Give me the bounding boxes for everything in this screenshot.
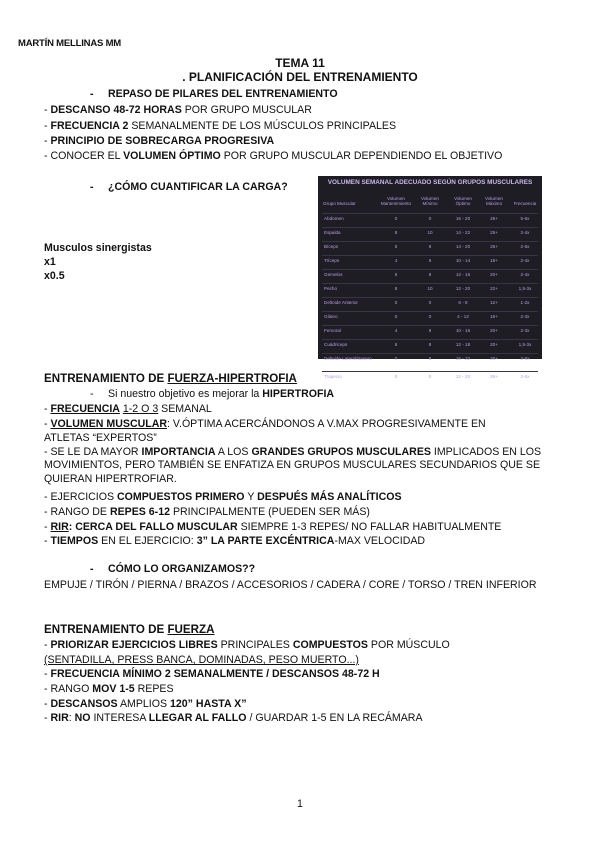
table-cell: 2-6x (520, 374, 530, 379)
pillar-volumen: - CONOCER EL VOLUMEN ÓPTIMO POR GRUPO MUSCULAR DEPENDIENDO EL OBJETIVO (44, 150, 503, 162)
table-cell: 14 - 22 (455, 230, 471, 235)
table-cell: 4 (394, 258, 398, 263)
header-mantenimiento: Volumen Mantenimiento (380, 196, 412, 206)
hypertrophy-importance: - SE LE DA MAYOR IMPORTANCIA A LOS GRANDES GRUPOS MUSCULARES IMPLICADOS EN LOS MOVIMIENTOS, PERO TAMBIÉN SE ENFATIZA EN GRUPOS MUSCULARES SECUNDARIOS QUE SE QUIERAN HIPERTROFIAR. (44, 446, 542, 485)
table-cell: 8 (394, 230, 398, 235)
table-cell-group: Espalda (324, 230, 341, 235)
table-cell-group: Pecho (324, 286, 338, 291)
table-cell-group: Glúteo (324, 314, 338, 319)
table-cell: 18+ (490, 258, 498, 263)
table-cell-group: Gemelos (324, 272, 343, 277)
table-row (318, 298, 542, 311)
bullet-dash: - (90, 181, 94, 193)
table-row (318, 312, 542, 325)
hypertrophy-rir: - RIR: CERCA DEL FALLO MUSCULAR SIEMPRE 1-3 REPES/ NO FALLAR HABITUALMENTE (44, 521, 502, 533)
table-cell: 0 (394, 216, 398, 221)
table-cell: 14 - 20 (455, 244, 471, 249)
table-cell-group: Abdomen (324, 216, 344, 221)
synergists-x05: x0.5 (44, 270, 65, 282)
bullet-dash: - (90, 388, 94, 400)
header-grupo: Grupo Muscular (323, 201, 356, 206)
strength-frecuencia: - FRECUENCIA MÍNIMO 2 SEMANALMENTE / DESCANSOS 48-72 H (44, 668, 380, 680)
table-cell-group: Deltoide Anterior (324, 300, 358, 305)
table-cell: 20+ (490, 342, 498, 347)
document-title: TEMA 11 (275, 56, 325, 70)
strength-descansos: - DESCANSOS AMPLIOS 120” HASTA X” (44, 698, 247, 710)
hypertrophy-objective: - Si nuestro objetivo es mejorar la HIPERTROFIA (90, 388, 335, 400)
table-cell: 26+ (490, 356, 498, 361)
table-cell: 12 - 20 (455, 374, 471, 379)
table-cell: 0 (394, 300, 398, 305)
table-cell: 2-4x (520, 272, 530, 277)
table-cell: 22+ (490, 286, 498, 291)
table-row (318, 372, 542, 385)
table-cell-group: Deltoide Lateral/trasero (324, 356, 372, 361)
table-cell: 6 (428, 258, 432, 263)
table-cell: 16+ (490, 314, 498, 319)
strength-examples: (SENTADILLA, PRESS BANCA, DOMINADAS, PESO MUERTO...) (44, 654, 359, 666)
bullet-dash: - (90, 563, 94, 575)
volume-table-title: VOLUMEN SEMANAL ADECUADO SEGÚN GRUPOS MUSCULARES (327, 179, 533, 186)
organize-text: EMPUJE / TIRÓN / PIERNA / BRAZOS / ACCESORIOS / CADERA / CORE / TORSO / TREN INFERIOR (44, 579, 537, 591)
table-cell: 1-2x (520, 300, 530, 305)
table-row (318, 354, 542, 367)
table-cell: 5-6x (520, 216, 530, 221)
table-cell: 4 - 12 (457, 314, 469, 319)
page-number: 1 (297, 798, 303, 810)
pillar-frecuencia: - FRECUENCIA 2 SEMANALMENTE DE LOS MÚSCULOS PRINCIPALES (44, 120, 397, 132)
hypertrophy-volumen-cont: ATLETAS “EXPERTOS” (44, 432, 157, 444)
hypertrophy-heading: ENTRENAMIENTO DE FUERZA-HIPERTROFIA (44, 372, 297, 385)
table-cell: 6 (428, 328, 432, 333)
header-maximo: Volumen Máximo (485, 196, 503, 206)
table-cell: 0 (428, 314, 432, 319)
table-cell: 0 (428, 216, 432, 221)
table-cell: 6 (394, 272, 398, 277)
synergists-label: Musculos sinergistas (44, 242, 152, 254)
table-cell: 20+ (490, 328, 498, 333)
table-row (318, 256, 542, 269)
table-cell: 6 (394, 342, 398, 347)
organize-heading: - CÓMO LO ORGANIZAMOS?? (90, 563, 256, 575)
document-subtitle: . PLANIFICACIÓN DEL ENTRENAMIENTO (182, 70, 418, 84)
table-cell: 0 (394, 374, 398, 379)
table-cell: 0 (394, 314, 398, 319)
table-cell: 2-3x (520, 314, 530, 319)
table-cell: 25+ (490, 230, 498, 235)
table-cell: 10 (427, 230, 433, 235)
table-cell: 0 (428, 374, 432, 379)
volume-table-header (318, 196, 542, 214)
header-optimo: Volumen Óptimo (454, 196, 472, 206)
table-cell-group: Trapecio (324, 374, 342, 379)
table-cell: 10 - 14 (455, 258, 471, 263)
table-cell-group: Bíceps (324, 244, 339, 249)
header-frecuencia: Frecuencia (513, 201, 537, 206)
header-minimo: Volumen Mínimo (421, 196, 439, 206)
table-row (318, 270, 542, 283)
table-cell: 2-3x (520, 328, 530, 333)
table-row (318, 326, 542, 339)
table-cell: 8 (428, 272, 432, 277)
table-cell: 1,5-3x (518, 342, 532, 347)
table-cell: 2-6x (520, 244, 530, 249)
table-cell: 5 (394, 244, 398, 249)
synergists-note (44, 241, 152, 283)
table-cell: 0 (394, 356, 398, 361)
table-cell: 8 (394, 286, 398, 291)
table-cell: 8 (428, 244, 432, 249)
table-cell: 2-4x (520, 258, 530, 263)
strength-rango: - RANGO MOV 1-5 REPES (44, 683, 174, 695)
table-cell: 0 (428, 300, 432, 305)
table-cell: 8 (428, 356, 432, 361)
table-cell-group: Femoral (324, 328, 341, 333)
table-cell: 20+ (490, 272, 498, 277)
table-cell: 2-4x (520, 230, 530, 235)
table-cell: 26+ (490, 244, 498, 249)
pillar-descanso: - DESCANSO 48-72 HORAS POR GRUPO MUSCULAR (44, 104, 312, 116)
table-cell: 4 (394, 328, 398, 333)
table-cell: 12 - 16 (455, 272, 471, 277)
table-cell: 12 - 20 (455, 286, 471, 291)
synergists-x1: x1 (44, 256, 56, 268)
table-cell: 16 - 20 (455, 216, 471, 221)
table-cell: 12+ (490, 300, 498, 305)
table-cell: 25+ (490, 216, 498, 221)
hypertrophy-frecuencia: - FRECUENCIA 1-2 O 3 SEMANAL (44, 403, 212, 415)
table-row (318, 214, 542, 227)
carga-heading: - ¿CÓMO CUANTIFICAR LA CARGA? (90, 181, 288, 193)
table-row (318, 340, 542, 353)
table-row (318, 228, 542, 241)
volume-table (318, 176, 542, 379)
hypertrophy-tiempos: - TIEMPOS EN EL EJERCICIO: 3” LA PARTE EXCÉNTRICA-MAX VELOCIDAD (44, 535, 426, 547)
table-cell: 16 - 22 (455, 356, 471, 361)
table-cell: 10 (427, 286, 433, 291)
table-cell: 6 - 8 (458, 300, 468, 305)
table-cell: 12 - 18 (455, 342, 471, 347)
bullet-dash: - (90, 88, 94, 100)
pillars-heading: - REPASO DE PILARES DEL ENTRENAMIENTO (90, 88, 338, 100)
strength-heading: ENTRENAMIENTO DE FUERZA (44, 623, 215, 636)
table-cell-group: Cuádriceps (324, 342, 348, 347)
table-cell: 10 - 16 (455, 328, 471, 333)
strength-rir: - RIR: NO INTERESA LLEGAR AL FALLO / GUARDAR 1-5 EN LA RECÁMARA (44, 712, 423, 724)
table-cell: 26+ (490, 374, 498, 379)
table-cell: 1,5-3x (518, 286, 532, 291)
pillar-sobrecarga: - PRINCIPIO DE SOBRECARGA PROGRESIVA (44, 135, 275, 147)
author-name: MARTÍN MELLINAS MM (18, 38, 121, 49)
hypertrophy-volumen: - VOLUMEN MUSCULAR: V.ÓPTIMA ACERCÁNDONOS A V.MAX PROGRESIVAMENTE EN (44, 418, 486, 430)
table-cell-group: Tríceps (324, 258, 340, 263)
table-row (318, 242, 542, 255)
table-cell: 8 (428, 342, 432, 347)
strength-prioritize: - PRIORIZAR EJERCICIOS LIBRES PRINCIPALES COMPUESTOS POR MÚSCULO (44, 639, 450, 651)
hypertrophy-rango: - RANGO DE REPES 6-12 PRINCIPALMENTE (PUEDEN SER MÁS) (44, 506, 370, 518)
hypertrophy-ejercicios: - EJERCICIOS COMPUESTOS PRIMERO Y DESPUÉS MÁS ANALÍTICOS (44, 491, 402, 503)
table-cell: 2-6x (520, 356, 530, 361)
table-row (318, 284, 542, 297)
